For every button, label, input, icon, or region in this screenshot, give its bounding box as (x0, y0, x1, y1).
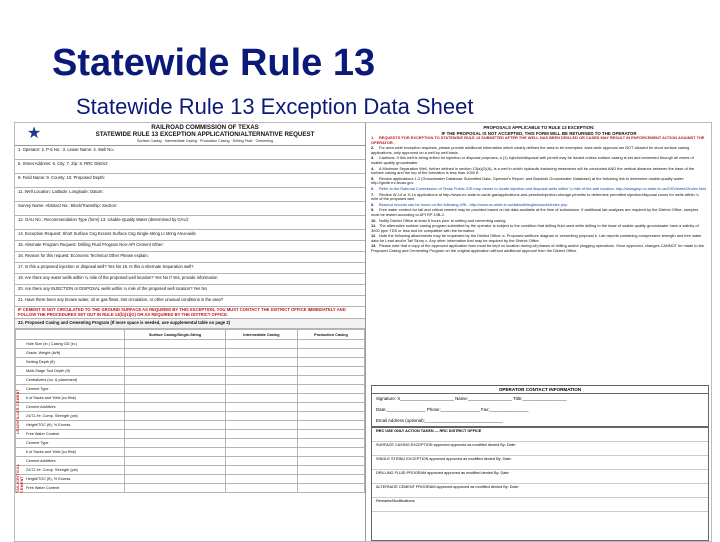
approval-line[interactable]: SURFACE CASING EXCEPTION approved approved as modified denied By: Date: (372, 442, 708, 456)
texas-seal-icon: ★ (26, 125, 42, 142)
list-item-number: 1. (371, 135, 375, 140)
operator-date-line[interactable]: Date:________________ Phone:________________ Fax:________________ (376, 407, 529, 412)
casing-table-cell[interactable] (297, 403, 364, 412)
casing-table-row-label: # of Sacks and Yield (cu ft/sk) (16, 394, 125, 403)
form-header-title (55, 125, 355, 138)
casing-table-cell[interactable] (125, 412, 226, 421)
casing-table-cell[interactable] (226, 394, 298, 403)
casing-table-row-label: 24/72-Hr. Comp. Strength (psi) (16, 412, 125, 421)
casing-table-cell[interactable] (297, 358, 364, 367)
list-item-text: Cautions: If this well is being drilled for injection or disposal purposes, a (1) injection/disposal well permit may be issued unless surface casing is set and cemented through all zones of usable-quality groundwater. (371, 155, 694, 165)
casing-table-cell[interactable] (226, 457, 298, 466)
casing-table (15, 329, 365, 493)
casing-table-cell[interactable] (297, 421, 364, 430)
casing-table-body (16, 340, 365, 493)
form-row[interactable]: 19. Are there any water wells within ¼ mile of the proposed well location? Yes No If Yes, provide information (15, 274, 365, 285)
casing-table-row-label: Cement Type (16, 385, 125, 394)
casing-table-cell[interactable] (297, 412, 364, 421)
casing-table-row-label: Setting Depth (ft) (16, 358, 125, 367)
casing-table-header-cell: Production Casing (297, 330, 364, 340)
casing-table-cell[interactable] (297, 349, 364, 358)
casing-table-row-label: Cement Additives (16, 457, 125, 466)
list-item-text: Refer to the Railroad Commission of Texas Public GIS map viewer to locate injection and disposal wells within ¼ mile of the well location: http://wwwgisp.rrc.state.tx.us/GISViewer2/index.html (379, 185, 707, 191)
form-row[interactable]: Survey Name: Abstract No.: Block/Township: Section: (15, 202, 365, 216)
lead-cement-label: LEAD/FILLER CEMENT (16, 389, 20, 434)
form-row[interactable]: 5. Street Address: 6. City: 7. Zip: 8. RRC District: (15, 160, 365, 174)
approval-title: RRC USE ONLY ACTION TAKEN — RRC DISTRICT OFFICE (372, 428, 708, 442)
list-item-number: 2. (371, 145, 375, 151)
table-row (16, 340, 365, 349)
casing-table-cell[interactable] (226, 403, 298, 412)
rrc-approval-box (371, 427, 709, 541)
list-item-text: Please note that a copy of the approved application form must be kept on location during all phases of drilling and/or plugging operations. Once approved, changes CANNOT be made to the Proposed Casing and Cementing Program on the original application without additional approval from the District Office. (371, 243, 704, 254)
approval-line[interactable]: Remarks/Modifications: (372, 498, 708, 512)
list-item-text: A Minimum Separation Well, further defined in section 13(a)(2)(A), is a well in which hydraulic fracturing treatments will be conducted AND the vertical distance between the base of the surface casing and the top of the formation is less than 1000 ft. (371, 165, 695, 176)
casing-table-row-label: 24/72-Hr. Comp. Strength (psi) (16, 466, 125, 475)
list-item-number: 8. (371, 201, 375, 207)
casing-table-cell[interactable] (125, 430, 226, 439)
operator-contact-box (371, 385, 709, 427)
casing-table-cell[interactable] (297, 430, 364, 439)
tail-cement-label: TAIL/CRITICAL CEMENT (16, 463, 24, 493)
casing-table-cell[interactable] (226, 376, 298, 385)
approval-line[interactable]: ALTERNATE CEMENT PROGRAM approved approved as modified denied By: Date: (372, 484, 708, 498)
casing-table-cell[interactable] (297, 340, 364, 349)
casing-table-cell[interactable] (297, 448, 364, 457)
form-header-line3: Surface Casing · Intermediate Casing · Production Casing · Drilling Fluid · Cementing (136, 139, 274, 143)
approval-line[interactable]: DRILLING FLUID PROGRAM approved approved as modified denied By: Date: (372, 470, 708, 484)
casing-table-cell[interactable] (125, 475, 226, 484)
checklist-title: PROPOSALS APPLICABLE TO RULE 13 EXCEPTION: (483, 125, 595, 130)
casing-table-cell[interactable] (226, 484, 298, 493)
table-row (16, 349, 365, 358)
casing-table-cell[interactable] (226, 439, 298, 448)
form-row[interactable]: 9. Field Name: 9. County: 10. Proposed Depth: (15, 174, 365, 188)
list-item-number: 4. (371, 165, 375, 171)
form-row[interactable]: 20. Are there any INJECTION or DISPOSAL wells within ¼ mile of the proposed well location? Yes No (15, 285, 365, 296)
casing-table-cell[interactable] (125, 484, 226, 493)
casing-table-row-label: # of Sacks and Yield (cu ft/sk) (16, 448, 125, 457)
list-item-number: 5. (371, 175, 375, 181)
list-item-text: Free water content for tail and critical cement may be provided based on lab data available at the time of submission. If additional lab analyses are required by the District Office, samples must be tested according to API RP 10B-2. (371, 207, 699, 217)
casing-table-cell[interactable] (125, 466, 226, 475)
table-row (16, 412, 365, 421)
list-item-number: 9. (371, 207, 375, 213)
table-row (16, 367, 365, 376)
casing-table-header-cell: Surface Casing/Single-String (125, 330, 226, 340)
casing-table-cell[interactable] (125, 421, 226, 430)
casing-table-cell[interactable] (125, 340, 226, 349)
casing-table-header-cell: Intermediate Casing (226, 330, 298, 340)
casing-table-cell[interactable] (297, 457, 364, 466)
casing-table-cell[interactable] (226, 421, 298, 430)
casing-table-cell[interactable] (297, 466, 364, 475)
casing-table-cell[interactable] (226, 475, 298, 484)
form-row[interactable]: 17. Is this a proposed injection or disposal well? Yes No 18. Is this a Alternate Separation well? (15, 263, 365, 274)
list-item-text: Note the following attachments may be requested by the District Office: a. Proposed wellbore diagram or cementing proposal b. Lab reports containing compressive strength and free water data for Lead and/or Tail Slurry c. Any other information that may be required by the District Office. (371, 233, 702, 243)
list-item-text: REQUESTS FOR EXCEPTION TO STATEWIDE RULE 13 SUBMITTED AFTER THE WELL HAS BEEN DRILLED OR CASED MAY RESULT IN ENFORCEMENT ACTION AGAINST THE OPERATOR. (371, 135, 705, 145)
casing-table-cell[interactable] (297, 394, 364, 403)
list-item-number: 6. (371, 185, 375, 191)
casing-table-row-label: Cement Type (16, 439, 125, 448)
casing-table-wrap (15, 329, 365, 493)
form-warning: IF CEMENT IS NOT CIRCULATED TO THE GROUND SURFACE AS REQUIRED BY THIS EXCEPTION, YOU MUST CONTACT THE DISTRICT OFFICE IMMEDIATELY AND FOLLOW THE PROCEDURES SET OUT IN RULE 13(b)(1)(G) OR AS REQUIRED BY THE DISTRICT OFFICE. (15, 307, 365, 319)
list-item-number: 10. (371, 217, 377, 223)
data-sheet-document (14, 122, 712, 542)
casing-table-cell[interactable] (125, 394, 226, 403)
table-row (16, 466, 365, 475)
casing-table-cell[interactable] (297, 484, 364, 493)
slide-title: Statewide Rule 13 (52, 42, 376, 84)
list-item (367, 244, 711, 254)
form-header-line1: RAILROAD COMMISSION OF TEXAS (151, 124, 259, 131)
casing-table-cell[interactable] (125, 367, 226, 376)
form-row[interactable]: 11. Well Location: Latitude: Longitude: Datum: (15, 188, 365, 202)
casing-table-row-label: Free Water Content (16, 430, 125, 439)
list-item-number: 11. (371, 223, 377, 229)
casing-table-cell[interactable] (226, 358, 298, 367)
form-row[interactable]: 12. GAU No.: Recommendation Type (form) 13. Usable-Quality Water (determined by GAU): (15, 216, 365, 230)
form-row[interactable]: 1. Operator: 2. P-5 No.: 3. Lease Name: 4. Well No.: (15, 146, 365, 160)
list-item-number: 3. (371, 155, 375, 161)
casing-table-cell[interactable] (297, 367, 364, 376)
form-row[interactable]: 14. Exception Request: Short Surface Csg Excess Surface Csg Single-string Lt string Area-wide (15, 230, 365, 241)
casing-table-cell[interactable] (297, 475, 364, 484)
casing-table-cell[interactable] (226, 412, 298, 421)
form-header-line2: STATEWIDE RULE 13 EXCEPTION APPLICATION/ALTERNATIVE REQUEST (95, 130, 315, 138)
casing-table-row-label: Height/TOC (ft), % Excess (16, 421, 125, 430)
table-row (16, 403, 365, 412)
casing-table-cell[interactable] (226, 367, 298, 376)
casing-table-cell[interactable] (297, 439, 364, 448)
list-item-number: 7. (371, 191, 375, 197)
casing-table-row-label: Grade, Weight (lb/ft) (16, 349, 125, 358)
casing-table-cell[interactable] (297, 385, 364, 394)
casing-table-cell[interactable] (226, 448, 298, 457)
casing-table-row-label: Free Water Content (16, 484, 125, 493)
casing-section-title: 22. Proposed Casing and Cementing Program (If more space is needed, use supplemental table on page 3) (15, 319, 365, 329)
form-header (15, 123, 365, 146)
casing-table-cell[interactable] (125, 448, 226, 457)
table-row (16, 385, 365, 394)
list-item-text: Blowout records can be found on the following URL: http://www.rrc.state.tx.us/data/drilling/blowouts/index.php (379, 201, 568, 207)
table-row (16, 484, 365, 493)
list-item-text: Review applications 1-3 (Groundwater Database Submitted Data, Operator's Report, and Brackish Groundwater Database) at the following link to determine usable-quality water: http://gwdb.rrc.texas.gov (371, 175, 685, 186)
checklist-items (367, 136, 711, 255)
table-row (16, 394, 365, 403)
table-row (16, 358, 365, 367)
operator-email-line[interactable]: Email Address (optional):________________________________ (376, 418, 503, 423)
casing-table-cell[interactable] (125, 457, 226, 466)
form-rows (15, 146, 365, 307)
casing-table-row-label: Centralizers (no. & placement) (16, 376, 125, 385)
slide-subtitle: Statewide Rule 13 Exception Data Sheet (76, 94, 474, 119)
list-item-text: Notify District Office at least 8 hours prior to setting and cementing casing. (379, 217, 507, 223)
checklist-subtitle: IF THE PROPOSAL IS NOT ACCEPTED, THIS FORM WILL BE RETURNED TO THE OPERATOR (441, 131, 637, 136)
table-row (16, 421, 365, 430)
form-row[interactable]: 15. Alternate Program Request: Drilling Fluid Program Non-API Cement Other: (15, 241, 365, 252)
form-row[interactable]: 16. Reason for this request: Economic Technical Other Please explain: (15, 252, 365, 263)
table-row (16, 439, 365, 448)
casing-table-row-label: Cement Additives (16, 403, 125, 412)
casing-table-cell[interactable] (297, 376, 364, 385)
casing-table-cell[interactable] (226, 385, 298, 394)
approval-line[interactable]: SINGLE STRING EXCEPTION approved approved as modified denied By: Date: (372, 456, 708, 470)
table-row (16, 430, 365, 439)
table-row (16, 448, 365, 457)
casing-table-cell[interactable] (125, 439, 226, 448)
table-row (16, 376, 365, 385)
table-row (16, 475, 365, 484)
casing-table-cell[interactable] (226, 430, 298, 439)
casing-table-header (16, 330, 365, 340)
casing-table-row-label: Hole Size (in.) Casing OD (in.) (16, 340, 125, 349)
casing-table-row-label: Height/TOC (ft), % Excess (16, 475, 125, 484)
operator-signature-line[interactable]: Signature: X______________________ Name:__________________ Title:__________________ (376, 396, 567, 401)
table-row (16, 457, 365, 466)
casing-table-cell[interactable] (125, 403, 226, 412)
list-item-number: 12. (371, 233, 377, 239)
application-form-panel (15, 123, 366, 541)
casing-table-row-label: Multi-Stage Tool Depth (ft) (16, 367, 125, 376)
casing-table-header-cell (16, 330, 125, 340)
form-row[interactable]: 21. Have there been any known water, oil or gas flows, lost circulation, or other unusual conditions in the area? (15, 296, 365, 307)
casing-table-cell[interactable] (125, 385, 226, 394)
casing-table-cell[interactable] (125, 349, 226, 358)
casing-table-cell[interactable] (125, 376, 226, 385)
list-item-text: The alternative surface casing program submitted by the operator is subject to the condition that drilling fluid used while drilling to the base of usable quality groundwater have a salinity of 3000 ppm TDS or less and be compatible with the formation. (371, 223, 699, 233)
approval-lines (372, 442, 708, 512)
operator-contact-title: OPERATOR CONTACT INFORMATION (372, 386, 708, 394)
casing-table-cell[interactable] (226, 340, 298, 349)
list-item-text: Review W-14 or H-1s applications at http://www.rrc.state.tx.us/oil-gas/applications-and-permits/injection-storage-permits/ to determine permitted injection/disposal zones for wells within ¼ mile of the proposed well. (371, 191, 699, 202)
list-item-number: 13. (371, 243, 377, 249)
casing-table-cell[interactable] (125, 358, 226, 367)
casing-table-cell[interactable] (226, 349, 298, 358)
checklist-panel (367, 123, 711, 541)
casing-table-cell[interactable] (226, 466, 298, 475)
list-item-text: For area wide exception requests, please provide additional information which clearly defines the area to be exempted. Area wide approval are NOT allowed for short surface casing applications, only approved on a well by well basis. (371, 145, 690, 155)
